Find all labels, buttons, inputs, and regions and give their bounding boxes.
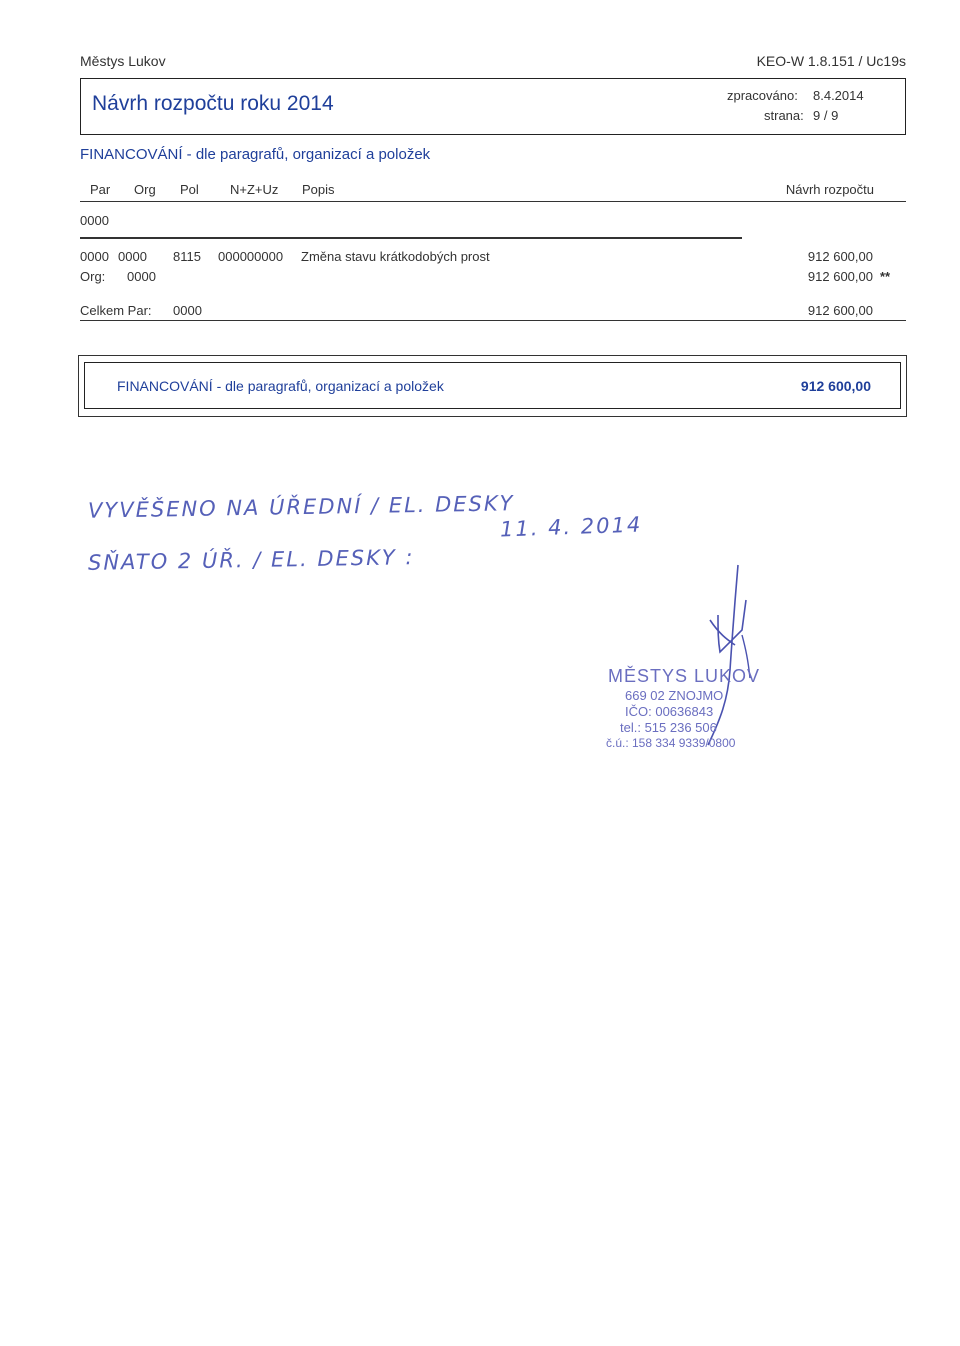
column-header-popis: Popis — [302, 182, 335, 197]
stamp-address: 669 02 ZNOJMO — [625, 688, 724, 703]
org-total-amount: 912 600,00 — [807, 269, 873, 284]
row-par: 0000 — [80, 249, 109, 264]
par-total-label: Celkem Par: — [80, 303, 152, 318]
page-title: Návrh rozpočtu roku 2014 — [92, 92, 334, 115]
par-total-divider — [80, 320, 906, 321]
org-total-code: 0000 — [127, 269, 156, 284]
header-divider — [80, 201, 906, 202]
column-header-nzuz: N+Z+Uz — [230, 182, 279, 197]
processed-date: 8.4.2014 — [813, 88, 864, 103]
org-total-label: Org: — [80, 269, 106, 284]
row-amount: 912 600,00 — [807, 249, 873, 264]
handwritten-posted-note: VYVĚŠENO NA ÚŘEDNÍ / EL. DESKY — [87, 491, 515, 523]
summary-label: FINANCOVÁNÍ - dle paragrafů, organizací a položek — [117, 378, 444, 394]
group-divider — [80, 237, 742, 239]
page-number: 9 / 9 — [813, 108, 839, 123]
par-total-code: 0000 — [173, 303, 202, 318]
column-header-navrh: Návrh rozpočtu — [785, 182, 874, 197]
stamp-account: č.ú.: 158 334 9339/0800 — [606, 736, 736, 750]
column-header-org: Org — [134, 182, 156, 197]
row-description: Změna stavu krátkodobých prost — [301, 249, 490, 264]
organization-name: Městys Lukov — [80, 53, 166, 69]
column-header-pol: Pol — [180, 182, 199, 197]
row-pol: 8115 — [173, 249, 201, 264]
par-total-amount: 912 600,00 — [807, 303, 873, 318]
section-title: FINANCOVÁNÍ - dle paragrafů, organizací a položek — [80, 146, 431, 163]
group-code: 0000 — [80, 213, 109, 228]
row-org: 0000 — [118, 249, 147, 264]
row-nzuz: 000000000 — [218, 249, 284, 264]
stamp-phone: tel.: 515 236 506 — [620, 720, 717, 735]
stamp-ico: IČO: 00636843 — [625, 704, 714, 719]
page-label: strana: — [764, 108, 804, 123]
summary-amount: 912 600,00 — [800, 378, 871, 394]
processed-label: zpracováno: — [727, 88, 798, 103]
stamp-name: MĚSTYS LUKOV — [608, 666, 761, 686]
org-total-marker: ** — [880, 269, 891, 284]
handwritten-removed-note: SŇATO 2 ÚŘ. / EL. DESKY : — [87, 545, 415, 575]
system-code: KEO-W 1.8.151 / Uc19s — [756, 53, 906, 69]
column-header-par: Par — [90, 182, 111, 197]
handwritten-posted-date: 11. 4. 2014 — [499, 512, 643, 542]
